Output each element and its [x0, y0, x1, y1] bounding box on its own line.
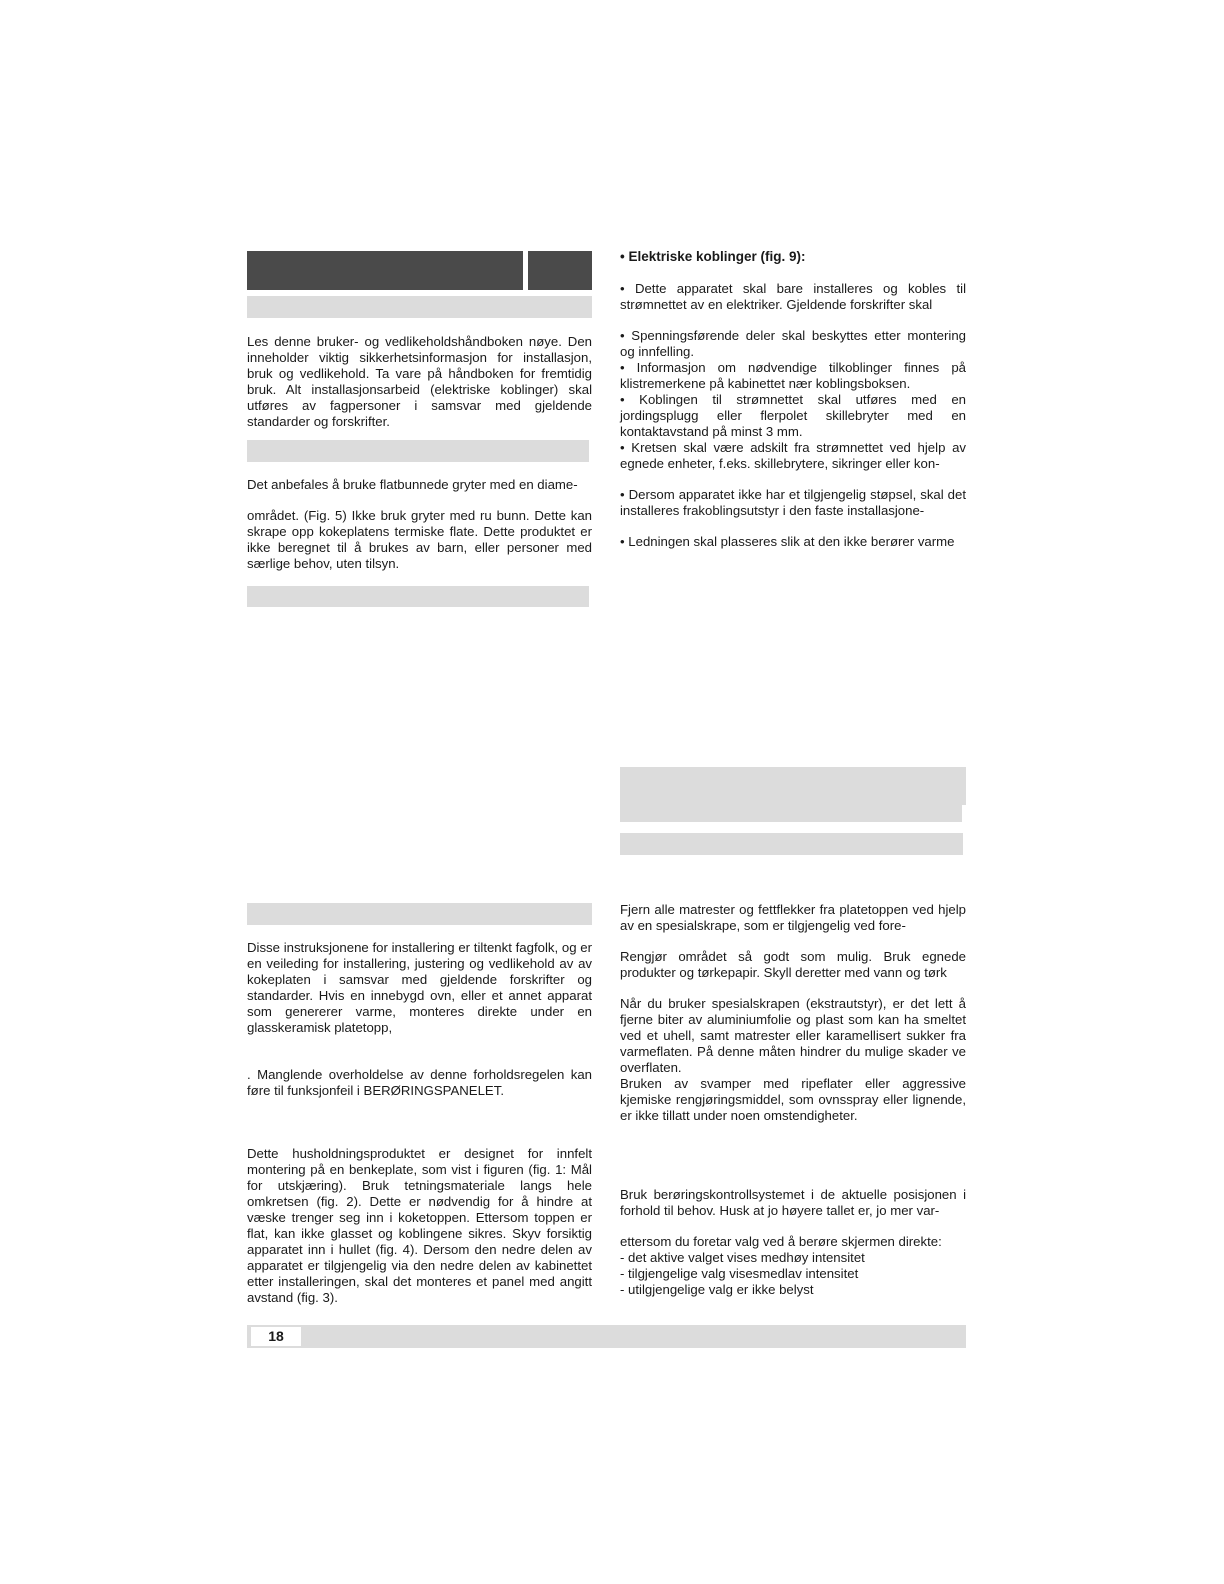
title-bar-side [528, 251, 592, 290]
page-number: 18 [251, 1327, 301, 1346]
electrical-paragraph-3: • Dersom apparatet ikke har et tilgjengelig støpsel, skal det installeres frakoblingsutstyr i den faste installasjone- [620, 487, 966, 518]
section-bar-4 [247, 903, 592, 925]
section-bar-5 [620, 767, 966, 805]
electrical-paragraph-2: • Spenningsførende deler skal beskyttes etter montering og innfelling. • Informasjon om nødvendige tilkoblinger finnes på klistremerkene på kabinettet nær koblingsboksen. • Koblingen til strømnettet skal utføres med en jordingsplugg eller flerpolet skillebryter med en kontaktavstand på minst 3 mm. • Kretsen skal være adskilt fra strømnettet ved hjelp av egnede enheter, f.eks. skillebrytere, sikringer eller kon- [620, 328, 966, 471]
section-bar-5b [620, 805, 962, 822]
intro-paragraph: Les denne bruker- og vedlikeholdshåndboken nøye. Den inneholder viktig sikkerhetsinformasjon for installasjon, bruk og vedlikehold. Ta vare på håndboken for fremtidig bruk. Alt installasjonsarbeid (elektriske koblinger) skal utføres av fagpersoner i samsvar med gjeldende standarder og forskrifter. [247, 334, 592, 429]
touch-paragraph-1: Bruk berøringskontrollsystemet i de aktuelle posisjonen i forhold til behov. Husk at jo høyere tallet er, jo mer var- [620, 1187, 966, 1218]
touch-paragraph-2: ettersom du foretar valg ved å berøre skjermen direkte: - det aktive valget vises medhøy intensitet - tilgjengelige valg visesmedlav intensitet - utilgjengelige valg er ikke belyst [620, 1234, 942, 1297]
pots-paragraph: området. (Fig. 5) Ikke bruk gryter med ru bunn. Dette kan skrape opp kokeplatens termiske flate. Dette produktet er ikke beregnet til å brukes av barn, eller personer med særlige behov, uten tilsyn. [247, 508, 592, 571]
electrical-paragraph-1: • Dette apparatet skal bare installeres og kobles til strømnettet av en elektriker. Gjeldende forskrifter skal [620, 281, 966, 312]
install-warning-paragraph: . Manglende overholdelse av denne forholdsregelen kan føre til funksjonfeil i BERØRINGSPANELET. [247, 1067, 592, 1098]
section-bar-2 [247, 440, 589, 462]
cleaning-paragraph-2: Rengjør området så godt som mulig. Bruk egnede produkter og tørkepapir. Skyll deretter med vann og tørk [620, 949, 966, 980]
electrical-heading: • Elektriske koblinger (fig. 9): [620, 249, 806, 264]
install-body-paragraph: Dette husholdningsproduktet er designet for innfelt montering på en benkeplate, som vist i figuren (fig. 1: Mål for utskjæring). Bruk tetningsmateriale langs hele omkretsen (fig. 2). Dette er nødvendig for å hindre at væske trenger seg inn i koketoppen. Ettersom toppen er flat, kan ikke glasset og koblingene sikres. Skyv forsiktig apparatet inn i hullet (fig. 4). Dersom den nedre delen av apparatet er tilgjengelig via den nedre delen av kabinettet etter installeringen, skal det monteres et panel med angitt avstand (fig. 3). [247, 1146, 592, 1305]
pots-line: Det anbefales å bruke flatbunnede gryter med en diame- [247, 477, 578, 492]
footer-bar [247, 1325, 966, 1348]
install-intro-paragraph: Disse instruksjonene for installering er tiltenkt fagfolk, og er en veileding for installering, justering og vedlikehold av av kokeplaten i samsvar med gjeldende forskrifter og standarder. Hvis en innebygd ovn, eller et annet apparat som genererer varme, monteres direkte under en glasskeramisk platetopp, [247, 940, 592, 1035]
electrical-paragraph-4: • Ledningen skal plasseres slik at den ikke berører varme [620, 534, 955, 549]
cleaning-paragraph-1: Fjern alle matrester og fettflekker fra platetoppen ved hjelp av en spesialskrape, som er tilgjengelig ved fore- [620, 902, 966, 933]
section-bar-1 [247, 296, 592, 318]
section-bar-3 [247, 586, 589, 607]
section-bar-6 [620, 833, 963, 855]
title-bar-main [247, 251, 523, 290]
cleaning-paragraph-3: Når du bruker spesialskrapen (ekstrautstyr), er det lett å fjerne biter av aluminiumfolie og plast som kan ha smeltet ved et uhell, samt matrester eller karamellisert sukker fra varmeflaten. På denne måten hindrer du mulige skader ve overflaten. Bruken av svamper med ripeflater eller aggressive kjemiske rengjøringsmiddel, som ovnsspray eller lignende, er ikke tillatt under noen omstendigheter. [620, 996, 966, 1123]
